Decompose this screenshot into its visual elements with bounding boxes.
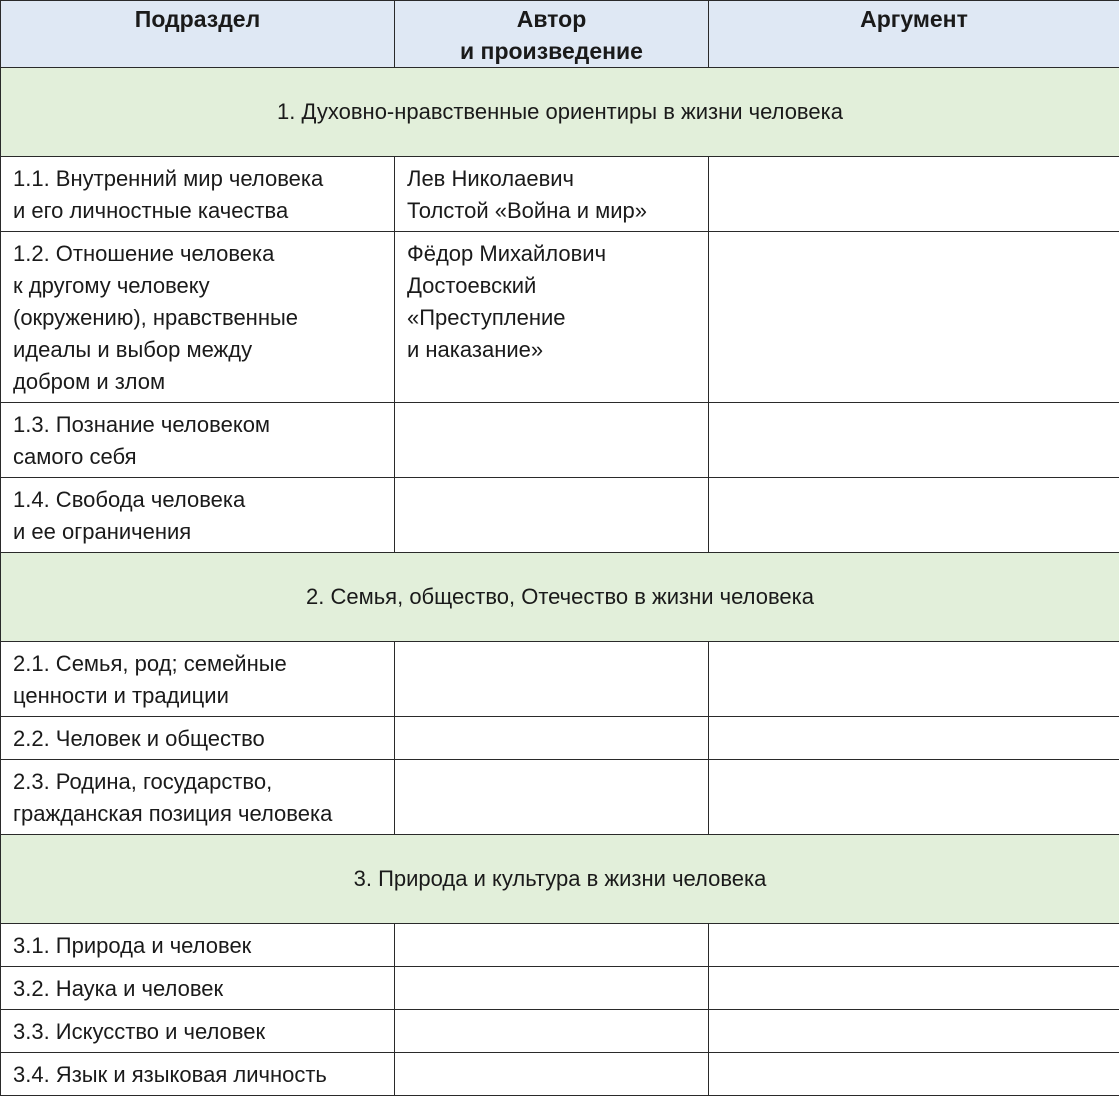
- table-row: [1, 1010, 1119, 1053]
- author-work-cell[interactable]: [395, 967, 709, 1010]
- table-row: [1, 478, 1119, 553]
- author-work-cell[interactable]: [395, 403, 709, 478]
- subsection-cell: 1.4. Свобода человека и ее ограничения: [1, 478, 395, 553]
- subsection-cell: 1.3. Познание человеком самого себя: [1, 403, 395, 478]
- argument-cell[interactable]: [709, 967, 1119, 1010]
- author-work-cell[interactable]: [395, 642, 709, 717]
- argument-cell[interactable]: [709, 232, 1119, 403]
- subsection-cell: 1.1. Внутренний мир человека и его личностные качества: [1, 157, 395, 232]
- author-work-cell[interactable]: [395, 924, 709, 967]
- subsection-cell: 3.1. Природа и человек: [1, 924, 395, 967]
- author-work-cell[interactable]: [395, 478, 709, 553]
- argument-cell[interactable]: [709, 642, 1119, 717]
- author-work-cell[interactable]: [395, 1053, 709, 1096]
- header-argument: Аргумент: [709, 1, 1119, 68]
- subsection-cell: 1.2. Отношение человека к другому человеку (окружению), нравственные идеалы и выбор между добром и злом: [1, 232, 395, 403]
- subsection-cell: 3.4. Язык и языковая личность: [1, 1053, 395, 1096]
- table-row: [1, 403, 1119, 478]
- section-row: [1, 835, 1119, 924]
- section-row: [1, 68, 1119, 157]
- argument-cell[interactable]: [709, 1010, 1119, 1053]
- author-work-cell[interactable]: Фёдор Михайлович Достоевский «Преступление и наказание»: [395, 232, 709, 403]
- table-row: [1, 760, 1119, 835]
- section-title: 1. Духовно-нравственные ориентиры в жизни человека: [1, 68, 1119, 157]
- table-row: [1, 967, 1119, 1010]
- subsection-cell: 2.2. Человек и общество: [1, 717, 395, 760]
- section-row: [1, 553, 1119, 642]
- argument-cell[interactable]: [709, 157, 1119, 232]
- argument-cell[interactable]: [709, 717, 1119, 760]
- author-work-cell[interactable]: [395, 717, 709, 760]
- argument-cell[interactable]: [709, 924, 1119, 967]
- argument-cell[interactable]: [709, 403, 1119, 478]
- author-work-cell[interactable]: [395, 1010, 709, 1053]
- section-title: 3. Природа и культура в жизни человека: [1, 835, 1119, 924]
- argument-cell[interactable]: [709, 1053, 1119, 1096]
- table-row: [1, 232, 1119, 403]
- author-work-cell[interactable]: [395, 760, 709, 835]
- section-title: 2. Семья, общество, Отечество в жизни человека: [1, 553, 1119, 642]
- argument-cell[interactable]: [709, 478, 1119, 553]
- author-work-cell[interactable]: Лев Николаевич Толстой «Война и мир»: [395, 157, 709, 232]
- table-row: [1, 642, 1119, 717]
- header-subsection: Подраздел: [1, 1, 395, 68]
- subsection-cell: 3.2. Наука и человек: [1, 967, 395, 1010]
- header-author-work: Автор и произведение: [395, 1, 709, 68]
- table-row: [1, 157, 1119, 232]
- header-row: [1, 1, 1119, 68]
- table-row: [1, 1053, 1119, 1096]
- table-row: [1, 717, 1119, 760]
- argument-cell[interactable]: [709, 760, 1119, 835]
- subsection-cell: 2.3. Родина, государство, гражданская позиция человека: [1, 760, 395, 835]
- subsection-cell: 3.3. Искусство и человек: [1, 1010, 395, 1053]
- subsection-cell: 2.1. Семья, род; семейные ценности и традиции: [1, 642, 395, 717]
- table-row: [1, 924, 1119, 967]
